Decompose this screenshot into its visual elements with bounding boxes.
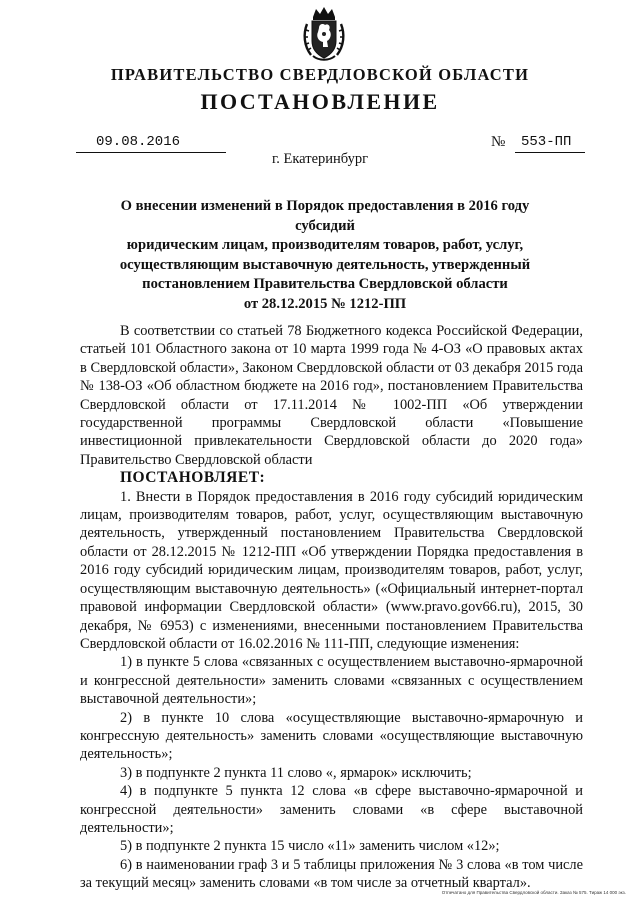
title-line: от 28.12.2015 № 1212-ПП — [243, 295, 407, 312]
preamble-paragraph: В соответствии со статьей 78 Бюджетного кодекса Российской Федерации, статьей 101 Областного закона от 10 марта 1999 года № 4-ОЗ «О правовых актах в Свердловской области», Законом Свердловской области от 03 декабря 2015 года № 138-ОЗ «Об областном бюджете на 2016 год», постановлением Правительства Свердловской области от 17.11.2014 № 1002-ПП «Об утверждении государственной программы Свердловской области «Повышение инвестиционной привлекательности Свердловской области до 2020 года» Правительство Свердловской области — [80, 323, 583, 468]
item-paragraph: 6) в наименовании граф 3 и 5 таблицы приложения № 3 слова «в том числе за текущий месяц» заменить словами «в том числе за отчетный квартал». — [80, 856, 583, 892]
title-line: постановлением Правительства Свердловской области — [142, 276, 508, 292]
document-number: 553-ПП — [515, 134, 585, 153]
decree-heading: ПОСТАНОВЛЯЕТ: — [120, 469, 266, 487]
document-date: 09.08.2016 — [76, 134, 226, 153]
print-footer-note: Отпечатано для Правительства Свердловской области. Заказ № 575. Тираж 14 000 экз. — [441, 890, 626, 895]
item-paragraph: 5) в подпункте 2 пункта 15 число «11» заменить числом «12»; — [120, 838, 500, 855]
item-paragraph: 4) в подпункте 5 пункта 12 слова «в сфере выставочно-ярмарочной и конгрессной деятельности» заменить словами «в сфере выставочной деятельности»; — [80, 783, 583, 836]
item-paragraph: 1. Внести в Порядок предоставления в 2016 году субсидий юридическим лицам, производителям товаров, работ, услуг, осуществляющим выставочную деятельность, утвержденный постановлением Правительства Свердловской области от 28.12.2015 № 1212-ПП «Об утверждении Порядка предоставления в 2016 году субсидий юридическим лицам, производителям товаров, работ, услуг, осуществляющим выставочную деятельность» («Официальный интернет-портал правовой информации Свердловской области» (www.pravo.gov66.ru), 2015, 30 декабря, № 6953) с изменениями, внесенными постановлением Правительства Свердловской области от 16.02.2016 № 111-ПП, следующие изменения: — [80, 488, 583, 652]
document-type: ПОСТАНОВЛЕНИЕ — [200, 89, 440, 114]
title-line: О внесении изменений в Порядок предоставления в 2016 году субсидий — [120, 198, 530, 234]
organization-name: ПРАВИТЕЛЬСТВО СВЕРДЛОВСКОЙ ОБЛАСТИ — [110, 65, 530, 84]
city: г. Екатеринбург — [271, 151, 369, 167]
item-paragraph: 2) в пункте 10 слова «осуществляющие выставочно-ярмарочную и конгрессную деятельность» заменить словами «осуществляющие выставочную деятельность»; — [80, 709, 583, 763]
item-paragraph: 1) в пункте 5 слова «связанных с осуществлением выставочно-ярмарочной и конгрессной деятельности» заменить словами «связанных с осуществлением выставочной деятельности»; — [80, 654, 583, 708]
number-sign: № — [491, 134, 506, 150]
title-line: юридическим лицам, производителям товаров, работ, услуг, — [126, 237, 524, 253]
item-paragraph: 3) в подпункте 2 пункта 11 слово «, ярмарок» исключить; — [120, 764, 472, 781]
title-line: осуществляющим выставочную деятельность, утвержденный — [119, 256, 531, 273]
document-title — [90, 197, 560, 314]
document-body — [80, 322, 583, 893]
coat-of-arms-icon — [301, 6, 347, 62]
